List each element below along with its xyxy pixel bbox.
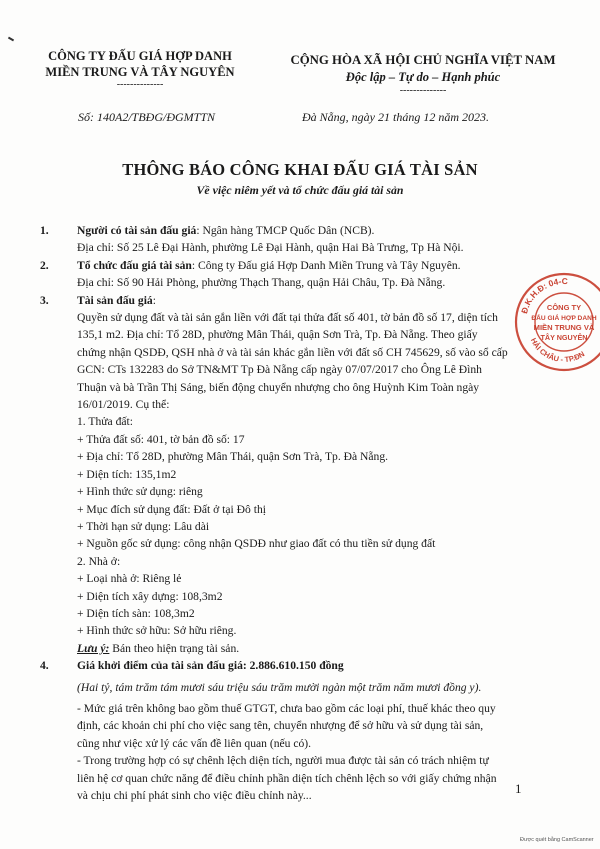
section-number: 1. — [40, 224, 49, 237]
section-2 — [40, 257, 570, 292]
land-heading: 1. Thửa đất: — [77, 415, 133, 429]
section-label: Tài sản đấu giá — [77, 293, 153, 307]
section-value: : Ngân hàng TMCP Quốc Dân (NCB). — [196, 224, 375, 237]
seal-top-text: Đ.K.H.Đ: 04-C — [519, 275, 568, 315]
company-seal — [512, 270, 600, 374]
scanner-footer: Được quét bằng CamScanner — [520, 837, 594, 843]
document-number: Số: 140A2/TBĐG/ĐGMTTN — [78, 110, 216, 124]
house-item: + Hình thức sở hữu: Sở hữu riêng. — [77, 624, 237, 638]
section-number: 2. — [40, 258, 49, 272]
seal-bottom-text: HẢI CHÂU - TP.ĐN — [528, 336, 587, 365]
starting-price: Giá khởi điểm của tài sản đấu giá: 2.886.610.150 đồng — [77, 659, 344, 673]
page-number: 1 — [515, 781, 522, 796]
company-name-line1: CÔNG TY ĐẤU GIÁ HỢP DANH — [48, 49, 232, 63]
national-rule: -------------- — [399, 85, 447, 96]
document-subtitle: Về việc niêm yết và tổ chức đấu giá tài sản — [196, 183, 404, 197]
document-date: Đà Nẵng, ngày 21 tháng 12 năm 2023. — [302, 110, 489, 124]
area-note-line: liên hệ cơ quan chức năng để điều chỉnh phần diện tích chênh lệch so với giấy chứng nhận — [77, 771, 497, 785]
company-rule: -------------- — [116, 79, 164, 90]
company-header — [40, 48, 240, 90]
price-note-line: cũng như việc xử lý các vấn đề liên quan (nếu có). — [77, 736, 312, 750]
section-label: Tổ chức đấu giá tài sản — [77, 258, 192, 272]
national-header — [268, 52, 578, 96]
section-value: : Công ty Đấu giá Hợp Danh Miền Trung và Tây Nguyên. — [191, 258, 461, 272]
seal-line3: MIỀN TRUNG VÀ — [533, 323, 595, 332]
section-address: Địa chỉ: Số 25 Lê Đại Hành, phường Lê Đại Hành, quận Hai Bà Trưng, Tp Hà Nội. — [77, 241, 464, 255]
asset-description-line: Thuận và bà Trần Thị Sáng, biến động chuyển nhượng cho ông Huỳnh Kim Toàn ngày — [77, 380, 480, 394]
land-item: + Mục đích sử dụng đất: Đất ở tại Đô thị — [77, 502, 266, 516]
area-note-line: - Trong trường hợp có sự chênh lệch diện tích, người mua được tài sản có trách nhiệm tự — [77, 754, 489, 768]
asset-description-line: 135,1 m2. Địa chỉ: Tổ 28D, phường Mân Thái, quận Sơn Trà, Tp. Đà Nẵng. Theo giấy — [77, 328, 478, 342]
asset-description-line: GCN: CTs 132283 do Sở TN&MT Tp Đà Nẵng cấp ngày 07/07/2017 cho Ông Lê Đình — [77, 363, 482, 377]
section-number: 3. — [40, 293, 49, 307]
asset-description-line: chứng nhận QSDĐ, QSH nhà ở và tài sản khác gắn liền với đất số CH 745629, số vào sổ cấp — [77, 345, 508, 359]
section-4 — [40, 657, 570, 804]
seal-line1: CÔNG TY — [546, 303, 582, 312]
section-label: Người có tài sản đấu giá — [77, 224, 197, 237]
national-motto: Độc lập – Tự do – Hạnh phúc — [345, 70, 501, 84]
section-3 — [40, 292, 570, 658]
house-heading: 2. Nhà ở: — [77, 554, 121, 568]
asset-description-line: 16/01/2019. Cụ thể: — [77, 398, 170, 412]
company-name-line2: MIỀN TRUNG VÀ TÂY NGUYÊN — [45, 65, 235, 79]
note-text: Bán theo hiện trạng tài sản. — [109, 641, 240, 655]
document-title: THÔNG BÁO CÔNG KHAI ĐẤU GIÁ TÀI SẢN — [122, 160, 478, 179]
section-colon: : — [152, 293, 156, 307]
seal-line4: TÂY NGUYÊN — [540, 333, 588, 342]
section-1 — [40, 222, 570, 257]
land-item: + Diện tích: 135,1m2 — [77, 467, 177, 481]
price-in-words: (Hai tỷ, tám trăm tám mươi sáu triệu sáu trăm mười ngàn một trăm năm mươi đồng y). — [77, 680, 482, 694]
house-item: + Diện tích xây dựng: 108,3m2 — [77, 589, 223, 603]
note-label: Lưu ý: — [77, 641, 110, 655]
land-item: + Thửa đất số: 401, tờ bản đồ số: 17 — [77, 432, 245, 446]
seal-line2: ĐẤU GIÁ HỢP DANH — [531, 315, 597, 322]
price-note-line: - Mức giá trên không bao gồm thuế GTGT, chưa bao gồm các loại phí, thuế khác theo quy — [77, 701, 496, 715]
price-note-line: định, các khoản chi phí cho việc sang tên, chuyển nhượng để sở hữu và sử dụng tài sản, — [77, 719, 484, 733]
section-number: 4. — [40, 659, 49, 673]
asset-note — [77, 640, 570, 657]
scan-mark — [8, 37, 14, 42]
asset-description-line: Quyền sử dụng đất và tài sản gắn liền với đất tại thửa đất số 401, tờ bản đồ số 17, diện tích — [77, 311, 498, 325]
country-name: CỘNG HÒA XÃ HỘI CHỦ NGHĨA VIỆT NAM — [290, 53, 556, 67]
section-address: Địa chỉ: Số 90 Hải Phòng, phường Thạch Thang, quận Hải Châu, Tp. Đà Nẵng. — [77, 276, 446, 290]
house-item: + Loại nhà ở: Riêng lẻ — [77, 572, 182, 586]
land-item: + Địa chỉ: Tổ 28D, phường Mân Thái, quận Sơn Trà, Tp. Đà Nẵng. — [77, 450, 389, 464]
area-note-line: và chịu chi phí phát sinh cho việc điều chỉnh này... — [77, 789, 312, 802]
land-item: + Thời hạn sử dụng: Lâu dài — [77, 519, 210, 533]
land-item: + Nguồn gốc sử dụng: công nhận QSDĐ như giao đất có thu tiền sử dụng đất — [77, 537, 436, 551]
document-body — [40, 222, 570, 804]
house-item: + Diện tích sàn: 108,3m2 — [77, 606, 195, 620]
land-item: + Hình thức sử dụng: riêng — [77, 485, 203, 499]
